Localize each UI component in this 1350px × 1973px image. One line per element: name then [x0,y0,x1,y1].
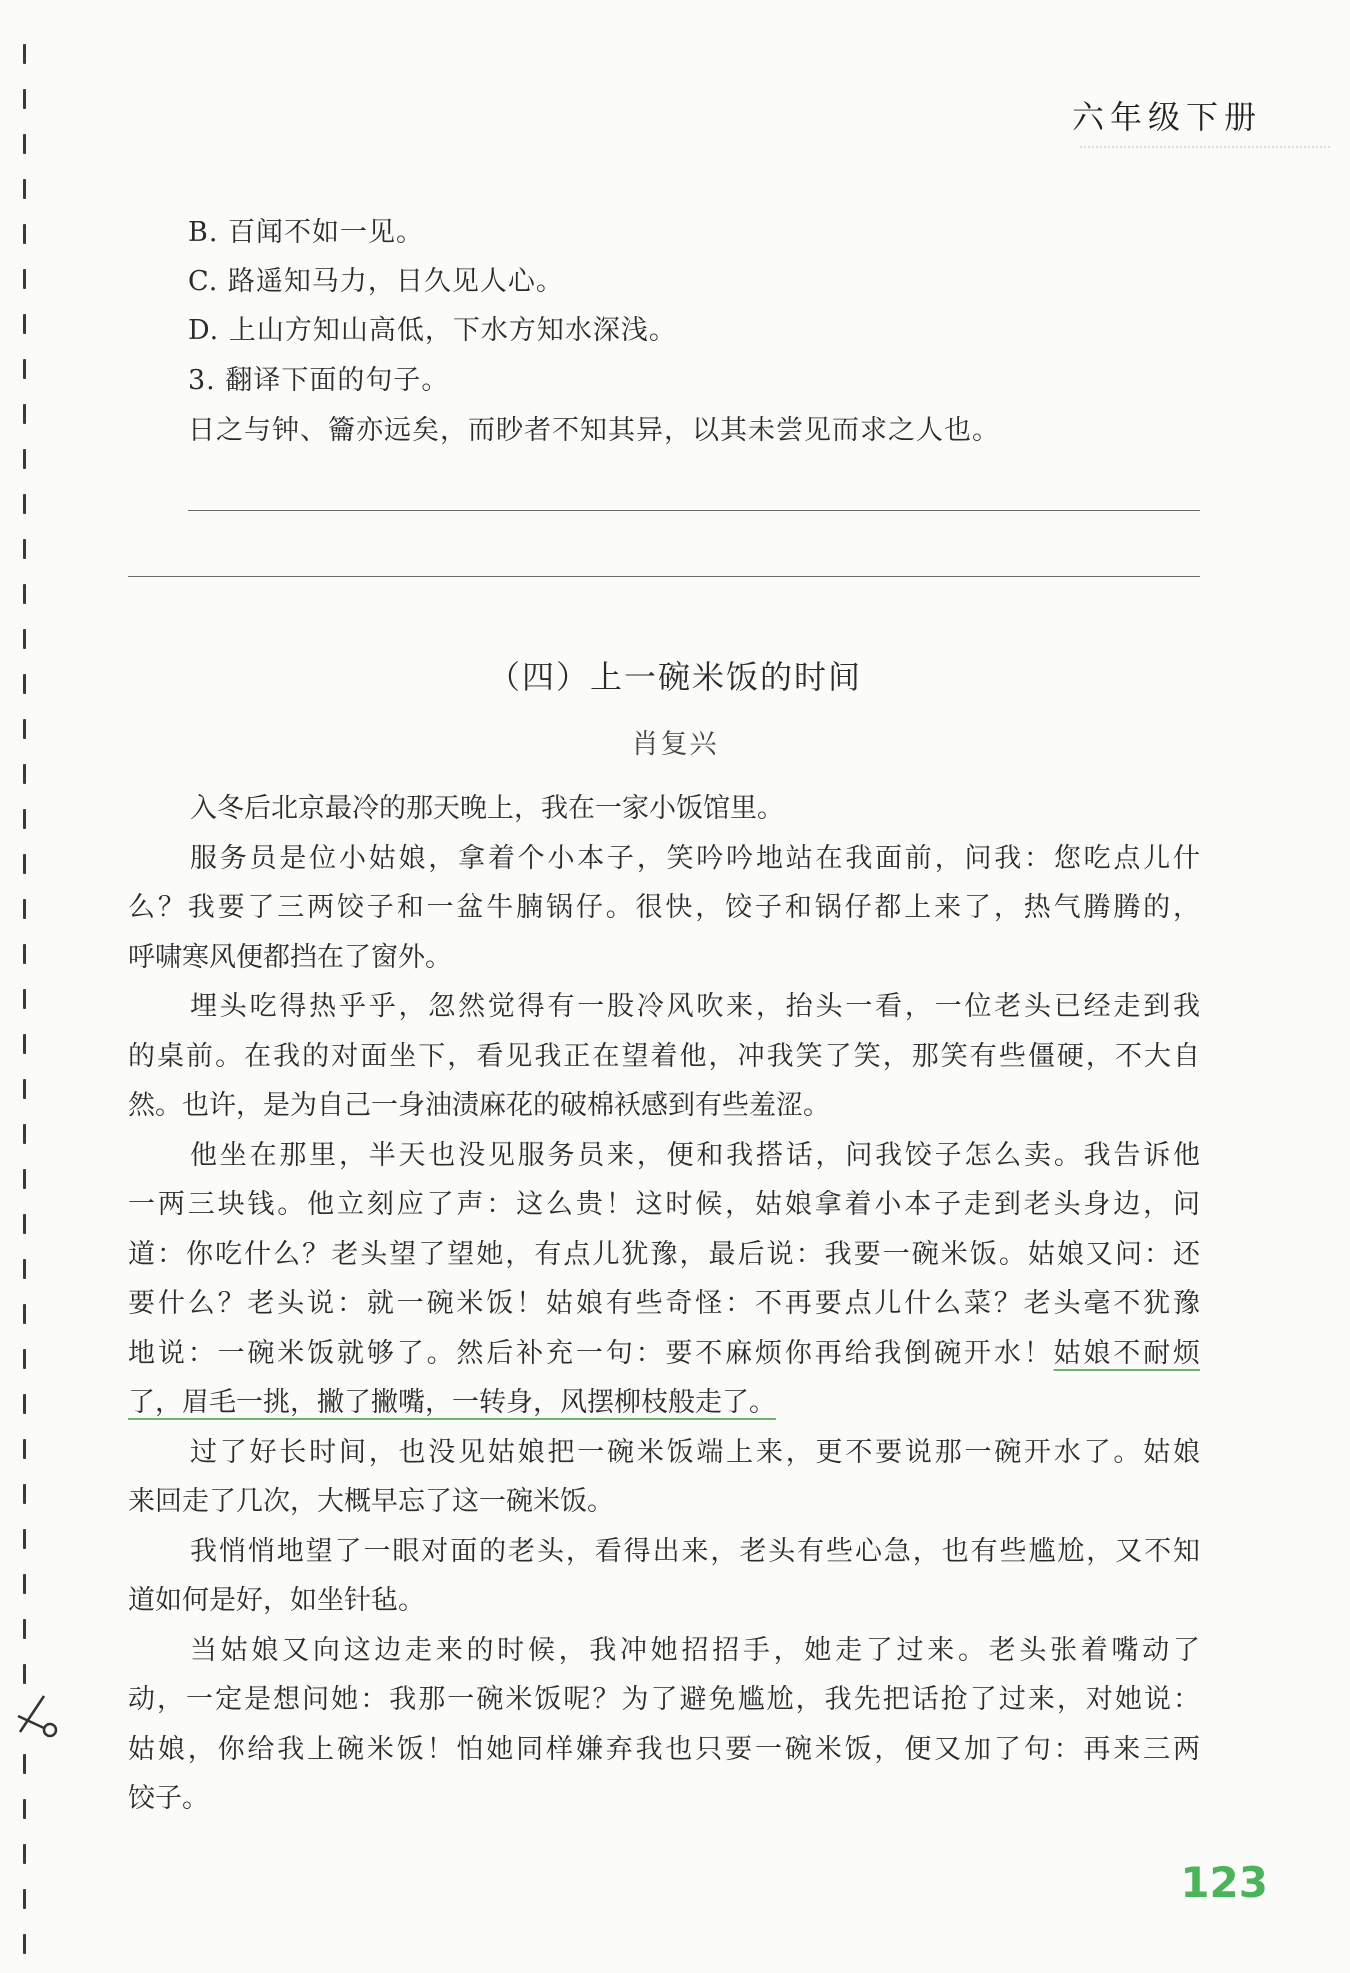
cut-line-dash [23,539,26,559]
paragraph-line [128,933,1200,983]
paragraph-line [128,1725,1200,1775]
paragraph-line [128,1576,1200,1626]
paragraph-text: 服务员是位小姑娘，拿着个小本子，笑吟吟地站在我面前，问我：您吃点儿什 [190,842,1200,874]
underlined-text: 姑娘不耐烦 [1053,1337,1201,1369]
page-number: 123 [1180,1858,1268,1907]
option-c: C. 路遥知马力，日久见人心。 [188,266,564,297]
paragraph-text: 一两三块钱。他立刻应了声：这么贵！这时候，姑娘拿着小本子走到老头身边，问 [128,1189,1200,1220]
cut-line-dash [23,359,26,379]
paragraph-line [128,1180,1200,1230]
paragraph-text: 姑娘，你给我上碗米饭！怕她同样嫌弃我也只要一碗米饭，便又加了句：再来三两 [128,1733,1200,1765]
paragraph-line [128,1032,1200,1082]
cut-line-dash [23,1394,26,1414]
paragraph-text: 道：你吃什么？老头望了望她，有点儿犹豫，最后说：我要一碗米饭。姑娘又问：还 [128,1238,1200,1270]
paragraph-line [128,834,1200,884]
cut-line-dash [23,1169,26,1189]
paragraph-line [128,1626,1200,1676]
paragraph-line [128,1378,1200,1428]
cut-line-dash [23,1214,26,1234]
cut-line-dash [23,404,26,424]
cut-line-dash [23,1439,26,1459]
paragraph-text: 动，一定是想问她：我那一碗米饭呢？为了避免尴尬，我先把话抢了过来，对她说： [128,1684,1200,1715]
cut-line-dash [23,1844,26,1864]
paragraph-text: 地说：一碗米饭就够了。然后补充一句：要不麻烦你再给我倒碗开水！ [128,1337,1054,1369]
cut-line-dash [23,764,26,784]
cut-line-dash [23,584,26,604]
paragraph-line [128,982,1200,1032]
cut-line-dash [23,1259,26,1279]
cut-line-dash [23,1934,26,1954]
cut-line-dash [23,224,26,244]
paragraph-line [128,784,1200,834]
paragraph-text: 的桌前。在我的对面坐下，看见我正在望着他，冲我笑了笑，那笑有些僵硬，不大自 [128,1040,1200,1072]
cut-line-dash [23,1349,26,1369]
paragraph-line [128,883,1200,933]
cut-line-dash [23,899,26,919]
cut-line-dash [23,1529,26,1549]
paragraph-line [128,1230,1200,1280]
answer-line-1 [188,510,1200,511]
cut-line-dash [23,854,26,874]
cut-line-dash [23,1889,26,1909]
paragraph-text: 当姑娘又向这边走来的时候，我冲她招招手，她走了过来。老头张着嘴动了 [190,1634,1200,1666]
cut-line-dash [23,809,26,829]
cut-line-dash [23,989,26,1009]
cut-line-dash [23,89,26,109]
paragraph-line [128,1675,1200,1725]
paragraph-text: 埋头吃得热乎乎，忽然觉得有一股冷风吹来，抬头一看，一位老头已经走到我 [190,991,1200,1022]
paragraph-text: 我悄悄地望了一眼对面的老头，看得出来，老头有些心急，也有些尴尬，又不知 [190,1535,1200,1567]
cut-line-dash [23,944,26,964]
paragraph-line [128,1131,1200,1181]
cut-line-dash [23,1484,26,1504]
paragraph-text: 道如何是好，如坐针毡。 [128,1585,425,1616]
paragraph-line [128,1279,1200,1329]
cut-line-dash [23,1619,26,1639]
cut-line-dash [23,1799,26,1819]
paragraph-text: 来回走了几次，大概早忘了这一碗米饭。 [128,1486,614,1517]
paragraph-line [128,1081,1200,1131]
cut-line-dash [23,494,26,514]
paragraph-text: 要什么？老头说：就一碗米饭！姑娘有些奇怪：不再要点儿什么菜？老头毫不犹豫 [128,1288,1200,1319]
option-d: D. 上山方知山高低，下水方知水深浅。 [188,315,677,346]
paragraph-line [128,1428,1200,1478]
grade-header: 六年级下册 [1071,98,1262,136]
paragraph-text: 么？我要了三两饺子和一盆牛腩锅仔。很快，饺子和锅仔都上来了，热气腾腾的， [128,892,1200,923]
cut-line-dash [23,1664,26,1684]
article-body [128,784,1200,1824]
paragraph-text: 呼啸寒风便都挡在了窗外。 [128,941,452,973]
paragraph-text: 过了好长时间，也没见姑娘把一碗米饭端上来，更不要说那一碗开水了。姑娘 [190,1436,1200,1468]
question-3-prompt: 3. 翻译下面的句子。 [188,365,450,396]
paragraph-text: 他坐在那里，半天也没见服务员来，便和我搭话，问我饺子怎么卖。我告诉他 [190,1139,1200,1171]
option-b: B. 百闻不如一见。 [188,217,425,248]
article-title: （四）上一碗米饭的时间 [487,658,862,696]
cut-line-dash [23,1754,26,1774]
cut-line-dash [23,1304,26,1324]
paragraph-text: 然。也许，是为自己一身油渍麻花的破棉袄感到有些羞涩。 [128,1090,830,1121]
cut-line-dash [23,44,26,64]
underlined-text: 了，眉毛一挑，撇了撇嘴，一转身，风摆柳枝般走了。 [128,1387,776,1418]
cut-line [18,0,32,1973]
cut-line-dash [23,179,26,199]
cut-line-dash [23,1079,26,1099]
cut-line-dash [23,629,26,649]
cut-line-dash [23,314,26,334]
cut-line-dash [23,449,26,469]
paragraph-line [128,1774,1200,1824]
question-3-sentence: 日之与钟、籥亦远矣，而眇者不知其异，以其未尝见而求之人也。 [188,415,1000,446]
header-underline [1080,146,1330,148]
paragraph-line [128,1329,1200,1379]
paragraph-text: 入冬后北京最冷的那天晚上，我在一家小饭馆里。 [190,793,784,824]
cut-line-dash [23,1034,26,1054]
cut-line-dash [23,1574,26,1594]
cut-line-dash [23,134,26,154]
paragraph-line [128,1527,1200,1577]
paragraph-text: 饺子。 [128,1783,209,1814]
paragraph-line [128,1477,1200,1527]
cut-line-dash [23,269,26,289]
cut-line-dash [23,1124,26,1144]
answer-line-2 [128,576,1200,577]
scissors-icon [14,1692,58,1738]
article-author: 肖复兴 [631,729,719,760]
